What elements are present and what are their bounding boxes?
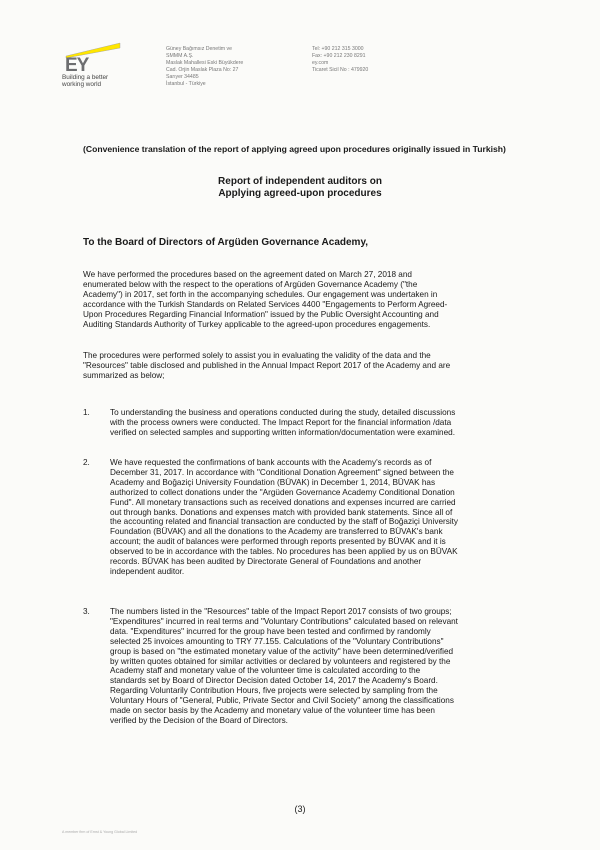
translation-disclaimer: (Convenience translation of the report of applying agreed upon procedures originally issued in Turkish) xyxy=(83,144,506,154)
footer-note: A member firm of Ernst & Young Global Limited xyxy=(62,830,138,834)
page-number: (3) xyxy=(294,804,306,814)
address-line: Güney Bağımsız Denetim ve xyxy=(166,46,233,52)
procedure-line: independent auditor. xyxy=(110,566,185,576)
procedure-text xyxy=(110,607,550,726)
procedure-item xyxy=(83,458,550,577)
procedure-line: the accounting related and financial transaction are conducted by the staff of Boğaziçi University xyxy=(110,517,459,527)
procedure-line: We have requested the confirmations of bank accounts with the Academy's records as of xyxy=(110,458,432,467)
logo-tagline xyxy=(62,74,142,89)
procedure-line: account; the audit of balances were performed through reports presented by BÜVAK and it is xyxy=(110,537,446,547)
address-line: İstanbul - Türkiye xyxy=(166,81,206,87)
procedure-line: with the process owners were conducted. The Impact Report for the financial information /data xyxy=(110,417,452,427)
report-title-line: Report of independent auditors on xyxy=(218,176,382,187)
address-line: Sarıyer 34485 xyxy=(166,74,199,80)
paragraph-line: Auditing Standards Authority of Turkey applicable to the agreed-upon procedures engagements. xyxy=(83,319,431,329)
ey-logo-letters: EY xyxy=(65,55,89,72)
company-address xyxy=(166,46,243,88)
procedure-line: verified on selected samples and supporting written information/documentation were examined. xyxy=(110,427,455,437)
procedure-line: December 31, 2017. In accordance with "Conditional Donation Agreement" signed between the xyxy=(110,467,454,477)
contact-line: Tel: +90 212 315 3000 xyxy=(312,46,364,52)
procedure-line: out through banks. Donations and expenses match with provided bank statements. Since all of xyxy=(110,507,453,517)
procedure-number: 2. xyxy=(83,458,90,467)
paragraph-line: Upon Procedures Regarding Financial Information" issued by the Public Oversight Accounting and xyxy=(83,309,439,319)
report-title xyxy=(0,176,600,200)
procedure-line: Fund". All monetary transactions such as received donations and expenses incurred are carried xyxy=(110,497,456,507)
address-line: Maslak Mahallesi Eski Büyükdere xyxy=(166,60,244,66)
logo-tagline-line: Building a better xyxy=(62,74,109,81)
procedure-line: Voluntary Hours of "General, Public, Private Sector and Civil Society" among the classifications xyxy=(110,696,454,706)
procedure-line: authorized to collect donations under the "Argüden Governance Academy Conditional Donation xyxy=(110,487,455,497)
ey-logo xyxy=(62,42,142,89)
procedure-line: selected 25 invoices amounting to TRY 77.155. Calculations of the "Voluntary Contributions" xyxy=(110,636,444,646)
paragraph-line: "Resources" table disclosed and published in the Annual Impact Report 2017 of the Academy and are xyxy=(83,360,451,370)
procedure-item xyxy=(83,408,550,438)
logo-tagline-line: working world xyxy=(62,81,102,89)
report-title-line: Applying agreed-upon procedures xyxy=(218,188,382,199)
paragraph-line: summarized as below; xyxy=(83,370,165,380)
procedure-text xyxy=(110,458,550,577)
procedure-line: records. BÜVAK has been audited by Directorate General of Foundations and another xyxy=(110,557,422,567)
procedure-line: made on sector basis by the Academy and monetary value of the volunteer time has been xyxy=(110,706,435,716)
procedure-line: To understanding the business and operations conducted during the study, detailed discussions xyxy=(110,408,456,417)
ey-logo-mark xyxy=(62,42,122,72)
procedure-line: Regarding Voluntarily Contribution Hours, five projects were selected by sampling from the xyxy=(110,686,438,696)
procedure-line: Academy and Boğaziçi University Foundation (BÜVAK) in December 1, 2014, BÜVAK has xyxy=(110,477,436,487)
procedure-number: 1. xyxy=(83,408,90,417)
procedure-line: group is based on "the estimated monetary value of the activity" have been determined/verified xyxy=(110,646,454,656)
contact-line: Fax: +90 212 230 8291 xyxy=(312,53,366,59)
address-line: SMMM A.Ş. xyxy=(166,53,194,59)
paragraph-line: accordance with the Turkish Standards on Related Services 4400 "Engagements to Perform Agreed- xyxy=(83,299,448,309)
contact-line: ey.com xyxy=(312,60,329,66)
company-contact xyxy=(312,46,368,74)
procedure-line: verified by the Decision of the Board of Directors. xyxy=(110,715,288,725)
procedure-number: 3. xyxy=(83,607,90,616)
procedure-line: observed to be in accordance with the tables. No procedures has been applied by us on BÜVAK xyxy=(110,547,458,557)
procedure-line: The numbers listed in the "Resources" table of the Impact Report 2017 consists of two groups; xyxy=(110,607,452,616)
paragraph-line: The procedures were performed solely to assist you in evaluating the validity of the data and the xyxy=(83,351,431,360)
procedure-line: Academy staff and monetary value of the volunteer time is calculated according to the xyxy=(110,666,421,676)
paragraph-line: Academy") in 2017, set forth in the accompanying schedules. Our engagement was undertaken in xyxy=(83,289,438,299)
procedure-line: Foundation (BÜVAK) and all the donations to the Academy are transferred to BÜVAK's bank xyxy=(110,527,443,537)
salutation: To the Board of Directors of Argüden Governance Academy, xyxy=(83,237,369,248)
address-line: Cad. Orjin Maslak Plaza No: 27 xyxy=(166,67,239,73)
procedure-item xyxy=(83,607,550,726)
procedure-line: standards set by Board of Director Decision dated October 14, 2017 the Academy's Board. xyxy=(110,676,438,686)
procedure-line: by written quotes obtained for similar activities or declared by volunteers and registered by the xyxy=(110,656,451,666)
intro-paragraph xyxy=(83,270,545,329)
procedure-text xyxy=(110,408,550,438)
procedure-line: data. "Expenditures" incurred for the group have been tested and confirmed by randomly xyxy=(110,626,431,636)
contact-line: Ticaret Sicil No : 479920 xyxy=(312,67,369,73)
paragraph-line: We have performed the procedures based on the agreement dated on March 27, 2018 and xyxy=(83,270,412,279)
paragraph-line: enumerated below with the respect to the operations of Argüden Governance Academy ("the xyxy=(83,279,418,289)
procedure-line: "Expenditures" incurred in real terms and "Voluntary Contributions" calculated based on relevant xyxy=(110,616,458,626)
scope-paragraph xyxy=(83,351,545,381)
